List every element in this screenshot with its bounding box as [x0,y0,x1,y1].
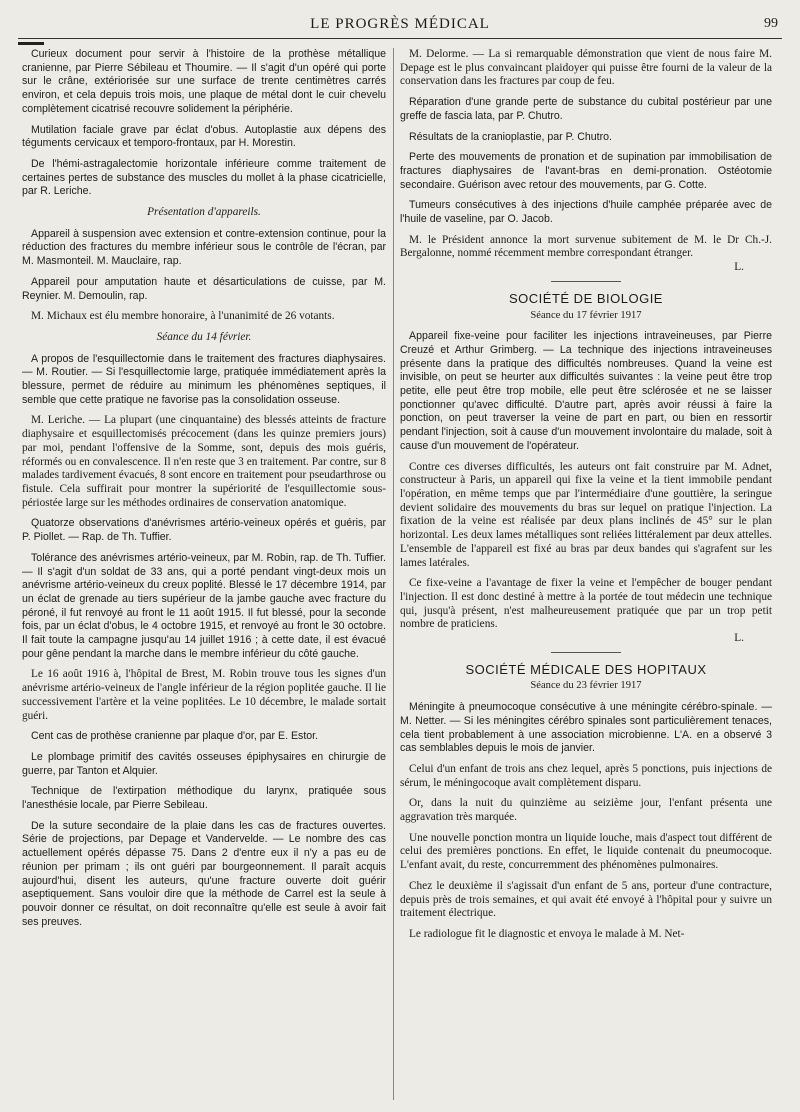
paragraph: Curieux document pour servir à l'histoire de la prothèse métallique cranienne, par Pierre Sébileau et Thoumire. — Il s'agit d'un opéré qui porte sur le crâne, extériorisée sur une surface de trente centimètres carrés environ, et cela depuis trois mois, une plaque de métal dont le cuir chevelu complètement cicatrisé recouvre solidement la périphérie. [22,48,386,115]
paragraph: Or, dans la nuit du quinzième au seizième jour, l'enfant présenta une aggravation très marquée. [400,797,772,824]
paragraph: M. Michaux est élu membre honoraire, à l'unanimité de 26 votants. [31,310,335,323]
paragraph: Réparation d'une grande perte de substance du cubital postérieur par une greffe de fascia lata, par P. Chutro. [400,96,772,122]
paragraph: M. Delorme. — La si remarquable démonstration que vient de nous faire M. Depage est le plus convaincant plaidoyer qui puisse être fourni de la valeur de la conservation dans les fractures par coup de feu. [400,48,772,88]
right-column-top [400,48,772,261]
signature: L. [734,261,744,274]
left-column [22,48,386,1102]
paragraph: Chez le deuxième il s'agissait d'un enfant de 5 ans, porteur d'une contracture, depuis près de trois semaines, et qui avait été envoyé à l'hôpital pour y suivre un traitement électrique. [400,879,772,920]
paragraph: Cent cas de prothèse cranienne par plaque d'or, par E. Estor. [31,730,319,743]
seance-date-biologie: Séance du 17 février 1917 [530,309,642,321]
section-separator [551,652,621,653]
paragraph: Mutilation faciale grave par éclat d'obus. Autoplastie aux dépens des téguments cervicaux et temporo-frontaux, par H. Morestin. [22,123,386,150]
right-column [400,48,772,1102]
paragraph: M. Leriche. — La plupart (une cinquantaine) des blessés atteints de fracture diaphysaire et esquillectomisés précocement (dans les quinze premiers jours) par moi, pendant l'offensive de la Somme, sont, depuis des mois guéris, réformés ou en convalescence. Il n'en reste que 3 en traitement. Par contre, sur 8 malades tardivement évacués, 8 sont encore en traitement pour pseudarthrose ou fistule. Cela suffirait pour montrer la supériorité de l'esquillectomie sous-périostée large sur les méthodes ordinaires de conservation anatomique. [22,414,386,509]
paragraph: Méningite à pneumocoque consécutive à une méningite cérébro-spinale. — M. Netter. — Si les méningites cérébro spinales sont particulièrement tenaces, cela tient probablement à une association microbienne. L'A. en a observé 3 cas semblables depuis le mois de janvier. [400,701,772,755]
paragraph: Tumeurs consécutives à des injections d'huile camphée préparée avec de l'huile de vaseline, par O. Jacob. [400,199,772,226]
paragraph: Le 16 août 1916 à, l'hôpital de Brest, M. Robin trouve tous les signes d'un anévrisme artério-veineux de l'angle inférieur de la région poplitée gauche. Il lie successivement l'artère et la veine poplitées. Le 10 décembre, le malade sortait guéri. [22,668,386,722]
paragraph: Celui d'un enfant de trois ans chez lequel, après 5 ponctions, puis injections de sérum, le méningocoque avait complètement disparu. [400,762,772,789]
paragraph: Une nouvelle ponction montra un liquide louche, mais d'aspect tout différent de celui des premières ponctions. En effet, le liquide contenait du pneumocoque. L'enfant avait, du reste, concurremment des phénomènes pulmonaires. [400,831,772,872]
paragraph: Appareil à suspension avec extension et contre-extension continue, pour la réduction des fractures du membre inférieur sous le contrôle de l'écran, par M. Masmonteil. M. Mauclaire, rap. [22,227,386,268]
page-header [18,14,782,39]
paragraph: M. le Président annonce la mort survenue subitement de M. le Dr Ch.-J. Bergalonne, nommé récemment membre correspondant étranger. [400,233,772,260]
section-separator [551,281,621,282]
paragraph: Technique de l'extirpation méthodique du larynx, pratiquée sous l'anesthésie locale, par Pierre Sebileau. [22,785,386,812]
paragraph: Résultats de la cranioplastie, par P. Chutro. [409,130,612,143]
paragraph: Le plombage primitif des cavités osseuses épiphysaires en chirurgie de guerre, par Tanton et Alquier. [22,750,386,777]
signature: L. [734,632,744,645]
paragraph: Appareil pour amputation haute et désarticulations de cuisse, par M. Reynier. M. Demoulin, rap. [22,275,386,302]
section-title-biologie: SOCIÉTÉ DE BIOLOGIE [509,290,663,306]
section-title-hopitaux: SOCIÉTÉ MÉDICALE DES HOPITAUX [465,661,707,677]
paragraph: Perte des mouvements de pronation et de supination par immobilisation de fractures diaphysaires de l'avant-bras en demi-pronation. Ostéotomie secondaire. Guérison avec retour des mouvements, par G. Cotte. [400,151,772,191]
paragraph: De l'hémi-astragalectomie horizontale inférieure comme traitement de certaines pertes de substance des muscles du mollet à la phase cicatricielle, par R. Leriche. [22,157,386,198]
section-body-hopitaux [400,701,772,942]
paragraph: Le radiologue fit le diagnostic et envoya le malade à M. Net- [409,927,685,940]
column-divider [393,48,394,1100]
paragraph: Ce fixe-veine a l'avantage de fixer la veine et l'empêcher de bouger pendant l'injection. Il est donc destiné à mettre à la portée de tout médecin une technique qui, jusqu'à présent, n'est malheureusement pratiquée que par un trop petit nombre de praticiens. [400,577,772,631]
paragraph: De la suture secondaire de la plaie dans les cas de fractures ouvertes. Série de projections, par Depage et Vandervelde. — Le nombre des cas actuellement opérés dépasse 75. Dans 2 d'entre eux il n'y a pas eu de réunion per primam ; ils ont guéri par bourgeonnement. Il paraît acquis aujourd'hui, disent les auteurs, qu'une fracture ouverte doit guérir aseptiquement. Sans vouloir dire que la méthode de Carrel est la seule à pouvoir donner ce résultat, on doit reconnaître qu'elle est seule à avoir fait ses preuves. [22,819,386,928]
paragraph: Contre ces diverses difficultés, les auteurs ont fait construire par M. Adnet, constructeur à Paris, un appareil qui fixe la veine et la tient immobile pendant l'opération, en même temps que par l'intermédiaire d'une gouttière, la seringue devient solidaire des mouvements du bras sur lequel on pratique l'injection. La fixation de la veine est réalisée par deux plans inclinés de 45° sur le plan horizontal. Les deux lames métalliques sont reliées littéralement par deux attelles. L'ensemble de l'appareil est fixé au bras par deux bandes qui s'agrafent sur les lames latérales. [400,460,772,569]
header-rule-mark [18,42,44,45]
page-number: 99 [764,16,778,31]
paragraph: Appareil fixe-veine pour faciliter les injections intraveineuses, par Pierre Creuzé et Arthur Grimberg. — La technique des injections intraveineuses présente dans la pratique des difficultés nombreuses. Quand la veine est invisible, on peut se heurter aux difficultés suivantes : la veine peut être trop petite, elle peut être trop mobile, elle peut être sclérosée et ne se laisser ponctionner qu'avec difficulté. D'autre part, après avoir réussi à faire la ponction, on peut traverser la veine de part en part, ou bien en ressortir pendant l'injection, soit à cause d'un mouvement involontaire du malade, soit à cause d'un mouvement de l'opérateur. [400,330,772,452]
paragraph: A propos de l'esquillectomie dans le traitement des fractures diaphysaires. — M. Routier. — Si l'esquillectomie large, pratiquée immédiatement après la blessure, permet de réduire au minimum les phénomènes septiques, il semble que cette pratique ne favorise pas la consolidation osseuse. [22,352,386,406]
subheading: Présentation d'appareils. [147,206,261,219]
journal-title: LE PROGRÈS MÉDICAL [310,16,490,32]
seance-date-hopitaux: Séance du 23 février 1917 [530,680,642,692]
section-body-biologie [400,330,772,632]
subheading: Séance du 14 février. [156,330,252,343]
paragraph: Quatorze observations d'anévrismes artério-veineux opérés et guéris, par P. Piollet. — Rap. de Th. Tuffier. [22,517,386,544]
paragraph: Tolérance des anévrismes artério-veineux, par M. Robin, rap. de Th. Tuffier. — Il s'agit d'un soldat de 33 ans, qui a porté pendant vingt-deux mois un anévrisme artério-veineux du creux poplité. Blessé le 17 décembre 1914, par un éclat de grenade au tiers supérieur de la jambe gauche avec fracture du péroné, il fut renvoyé au front le 11 août 1915. Il fut blessé, pour la seconde fois, par un éclat d'obus, le 4 octobre 1915, et renvoyé au front le 30 octobre. Il fait toute la campagne jusqu'au 14 juillet 1916 ; à cette date, il est évacué pour gêne pendant la marche dans le membre inférieur du côté gauche. [22,551,386,660]
